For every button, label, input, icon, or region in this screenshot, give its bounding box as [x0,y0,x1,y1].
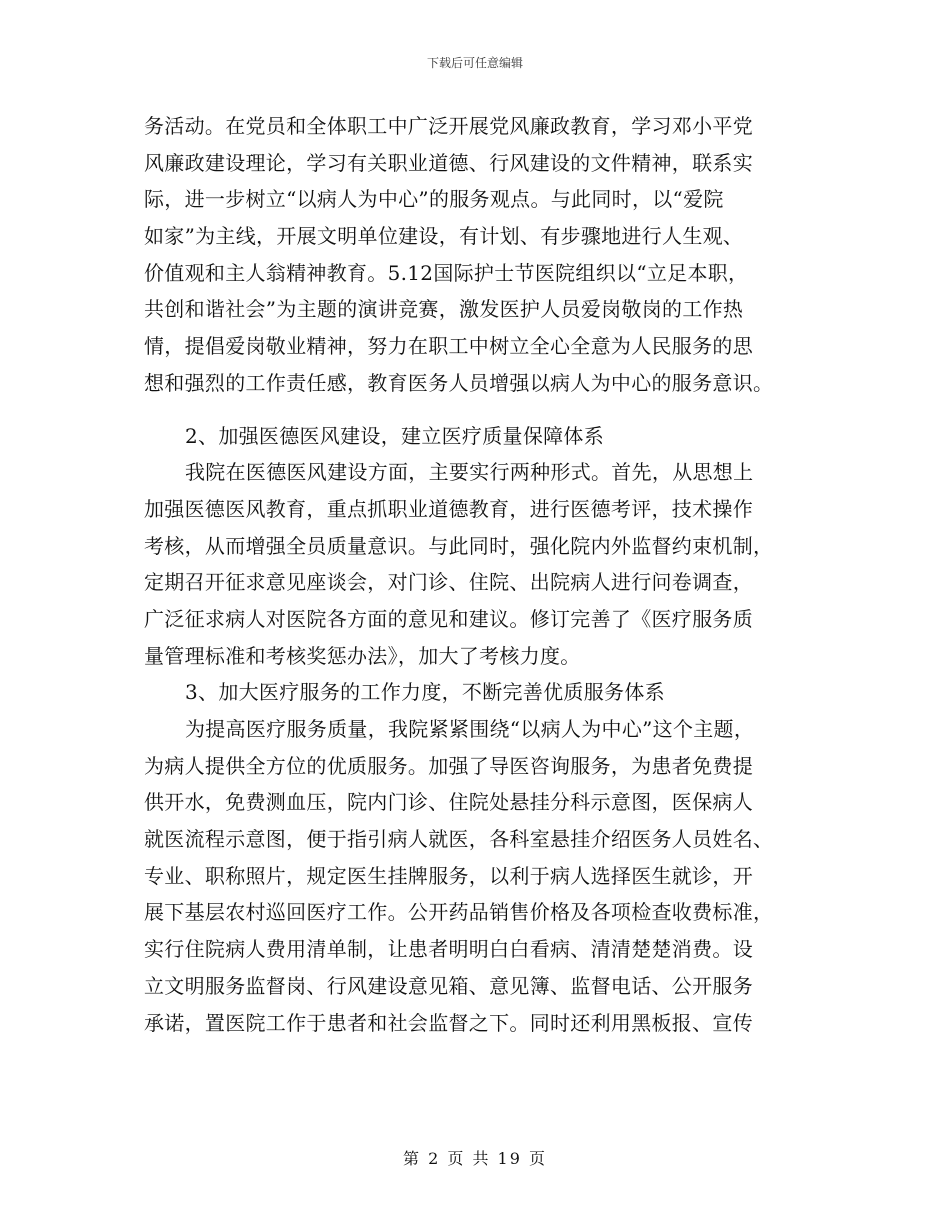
section-heading: 2、加强医德医风建设，建立医疗质量保障体系 [185,423,605,448]
text-line: 展下基层农村巡回医疗工作。公开药品销售价格及各项检查收费标准， [144,900,774,925]
text-line: 定期召开征求意见座谈会，对门诊、住院、出院病人进行问卷调查， [144,570,753,595]
text-line: 价值观和主人翁精神教育。5.12国际护士节医院组织以“立足本职， [144,260,749,285]
text-line: 承诺，置医院工作于患者和社会监督之下。同时还利用黑板报、宣传 [144,1010,753,1035]
text-line: 广泛征求病人对医院各方面的意见和建议。修订完善了《医疗服务质 [144,606,753,631]
text-line: 加强医德医风教育，重点抓职业道德教育，进行医德考评，技术操作 [144,496,753,521]
text-line: 际，进一步树立“以病人为中心”的服务观点。与此同时，以“爱院 [144,187,724,212]
text-line: 为病人提供全方位的优质服务。加强了导医咨询服务，为患者免费提 [144,753,753,778]
text-line: 如家”为主线，开展文明单位建设，有计划、有步骤地进行人生观、 [144,224,744,249]
document-body [144,108,810,1041]
text-line: 就医流程示意图，便于指引病人就医，各科室悬挂介绍医务人员姓名、 [144,827,774,852]
text-line: 考核，从而增强全员质量意识。与此同时，强化院内外监督约束机制， [144,533,774,558]
text-line: 专业、职称照片，规定医生挂牌服务，以利于病人选择医生就诊，开 [144,863,753,888]
paragraph-gap [144,402,810,418]
text-line: 立文明服务监督岗、行风建设意见箱、意见簿、监督电话、公开服务 [144,973,753,998]
text-line: 想和强烈的工作责任感，教育医务人员增强以病人为中心的服务意识。 [144,370,774,395]
text-line: 共创和谐社会”为主题的演讲竞赛，激发医护人员爱岗敬岗的工作热 [144,297,744,322]
text-line: 实行住院病人费用清单制，让患者明明白白看病、清清楚楚消费。设 [144,937,753,962]
section-heading: 3、加大医疗服务的工作力度，不断完善优质服务体系 [185,680,665,705]
text-line: 我院在医德医风建设方面，主要实行两种形式。首先，从思想上 [185,460,754,485]
page-header-note: 下载后可任意编辑 [426,56,523,70]
page-number-footer: 第 2 页 共 19 页 [403,1149,547,1168]
text-line: 风廉政建设理论，学习有关职业道德、行风建设的文件精神，联系实 [144,150,753,175]
text-line: 务活动。在党员和全体职工中广泛开展党风廉政教育，学习邓小平党 [144,114,753,138]
text-line: 量管理标准和考核奖惩办法》，加大了考核力度。 [144,643,581,668]
text-line: 为提高医疗服务质量，我院紧紧围绕“以病人为中心”这个主题， [185,717,755,741]
text-line: 供开水，免费测血压，院内门诊、住院处悬挂分科示意图，医保病人 [144,790,753,815]
text-line: 情，提倡爱岗敬业精神，努力在职工中树立全心全意为人民服务的思 [144,334,753,359]
